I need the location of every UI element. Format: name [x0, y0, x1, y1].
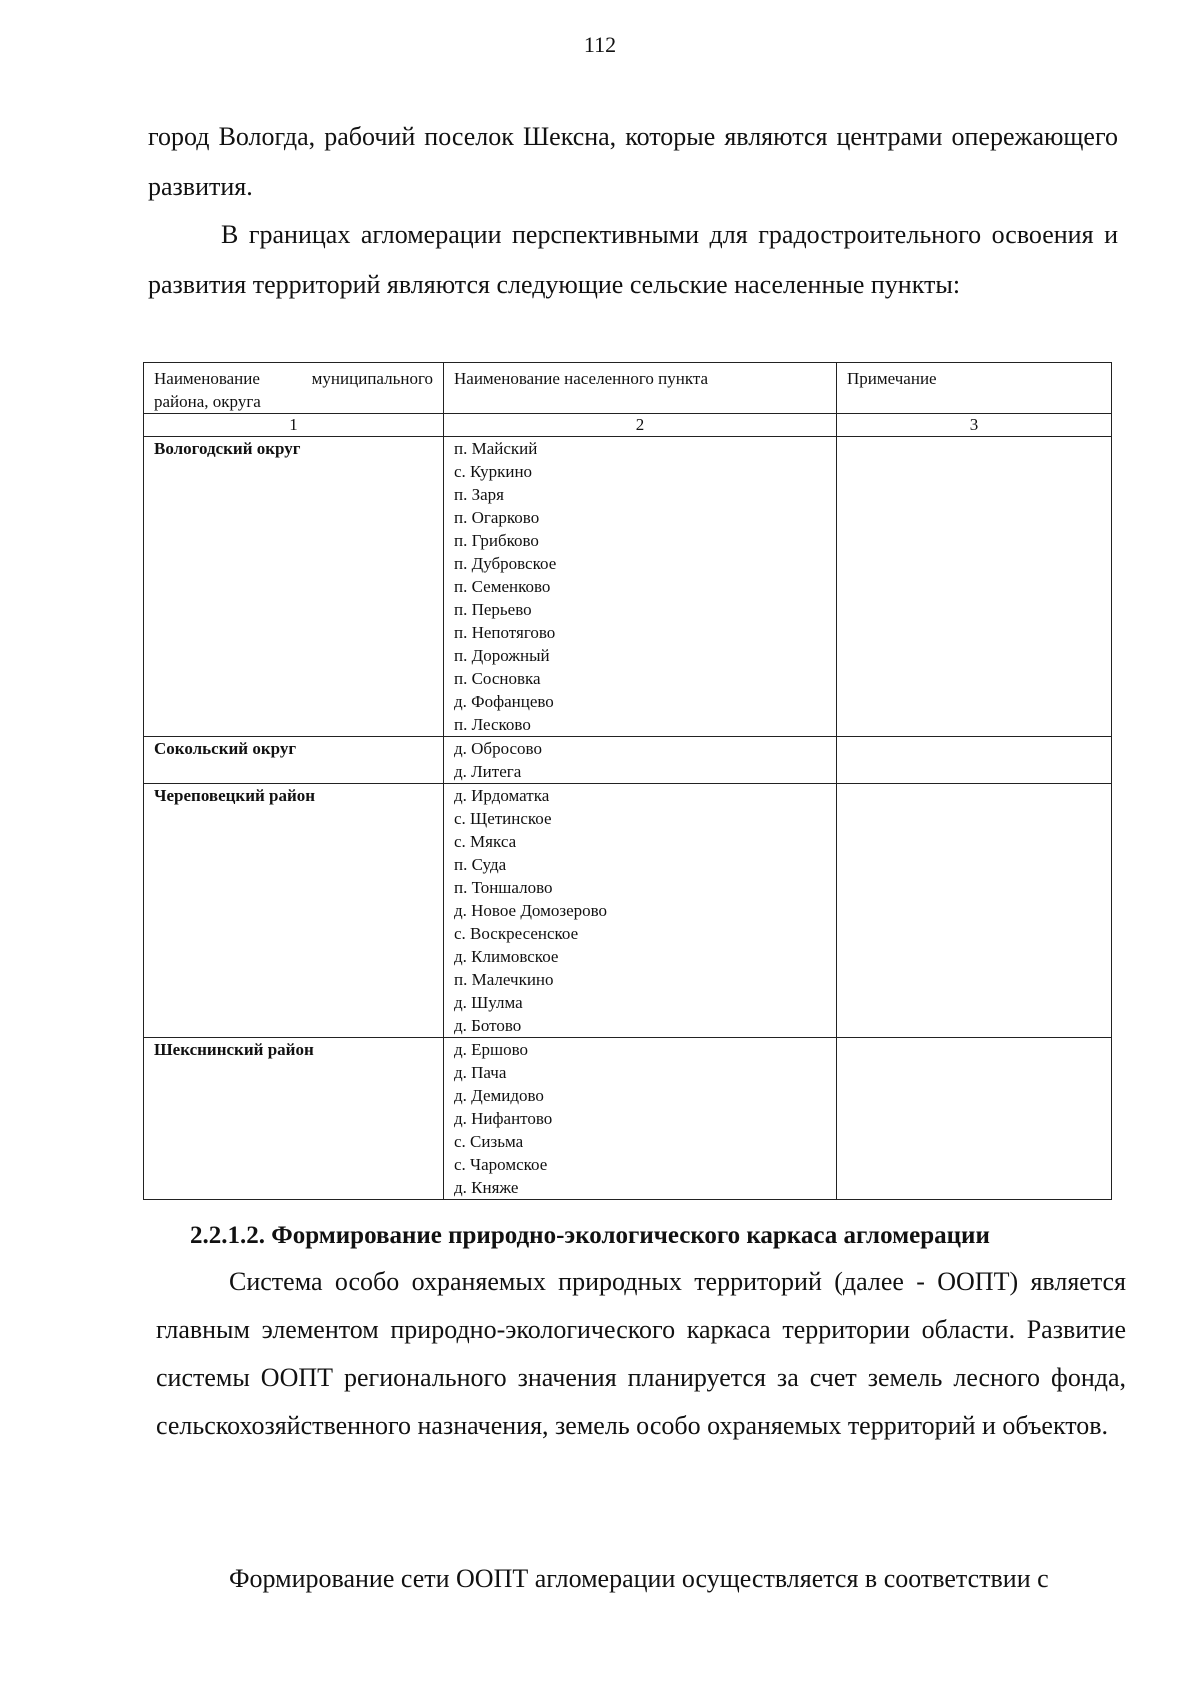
- settlement-name: д. Демидово: [454, 1086, 544, 1105]
- column-number: 2: [444, 414, 837, 437]
- settlement-name: п. Семенково: [454, 577, 551, 596]
- settlement-name: с. Чаромское: [454, 1155, 548, 1174]
- note-cell: [837, 1038, 1112, 1200]
- note-cell: [837, 737, 1112, 784]
- settlement-list: [444, 784, 837, 1038]
- settlement-name: п. Грибково: [454, 531, 539, 550]
- settlement-name: п. Лесково: [454, 715, 531, 734]
- settlement-list: [444, 1038, 837, 1200]
- settlement-name: д. Климовское: [454, 947, 559, 966]
- header-settlement: Наименование населенного пункта: [444, 363, 837, 414]
- table-header-row: [144, 363, 1112, 414]
- settlement-name: д. Шулма: [454, 993, 523, 1012]
- settlement-name: п. Непотягово: [454, 623, 556, 642]
- table-row: [144, 1038, 1112, 1200]
- settlement-name: д. Ботово: [454, 1016, 522, 1035]
- paragraph-intro: город Вологда, рабочий поселок Шексна, которые являются центрами опережающего развития.: [148, 122, 1118, 201]
- settlement-name: п. Майский: [454, 439, 538, 458]
- settlement-name: д. Фофанцево: [454, 692, 554, 711]
- table-row: [144, 784, 1112, 1038]
- table-row: [144, 737, 1112, 784]
- district-name: Шекснинский район: [144, 1038, 444, 1200]
- note-cell: [837, 784, 1112, 1038]
- paragraph-perspective: В границах агломерации перспективными для градостроительного освоения и развития территорий являются следующие сельские населенные пункты:: [148, 220, 1118, 299]
- settlement-name: п. Перьево: [454, 600, 532, 619]
- settlement-name: п. Огарково: [454, 508, 540, 527]
- table-body: [144, 437, 1112, 1200]
- table-row: [144, 437, 1112, 737]
- table-column-numbers: [144, 414, 1112, 437]
- settlement-name: п. Малечкино: [454, 970, 554, 989]
- settlement-name: д. Ершово: [454, 1040, 529, 1059]
- settlement-name: д. Обросово: [454, 739, 542, 758]
- settlement-name: п. Дубровское: [454, 554, 557, 573]
- settlement-name: п. Дорожный: [454, 646, 550, 665]
- settlement-name: с. Сизьма: [454, 1132, 524, 1151]
- district-name: Череповецкий район: [144, 784, 444, 1038]
- note-cell: [837, 437, 1112, 737]
- district-name: Сокольский округ: [144, 737, 444, 784]
- page-number: 112: [583, 32, 617, 57]
- settlement-name: п. Суда: [454, 855, 507, 874]
- header-municipality: Наименование муниципального района, округа: [144, 363, 444, 414]
- settlement-name: д. Нифантово: [454, 1109, 553, 1128]
- settlement-name: п. Тоншалово: [454, 878, 553, 897]
- settlement-name: п. Заря: [454, 485, 504, 504]
- settlements-table: [143, 362, 1112, 1200]
- settlement-name: д. Ирдоматка: [454, 786, 550, 805]
- section-title: 2.2.1.2. Формирование природно-экологического каркаса агломерации: [190, 1222, 990, 1249]
- paragraph-oopt-network: Формирование сети ООПТ агломерации осуществляется в соответствии с: [229, 1564, 1049, 1593]
- district-name: Вологодский округ: [144, 437, 444, 737]
- settlement-name: с. Воскресенское: [454, 924, 579, 943]
- settlement-name: с. Куркино: [454, 462, 533, 481]
- settlement-list: [444, 737, 837, 784]
- settlement-list: [444, 437, 837, 737]
- header-note: Примечание: [837, 363, 1112, 414]
- paragraph-oopt-system: Система особо охраняемых природных территорий (далее - ООПТ) является главным элементом природно-экологического каркаса территории области. Развитие системы ООПТ регионального значения планируется за счет земель лесного фонда, сельскохозяйственного назначения, земель особо охраняемых территорий и объектов.: [156, 1267, 1126, 1440]
- settlement-name: д. Пача: [454, 1063, 507, 1082]
- settlement-name: п. Сосновка: [454, 669, 541, 688]
- settlement-name: с. Щетинское: [454, 809, 552, 828]
- settlement-name: д. Литега: [454, 762, 522, 781]
- settlement-name: д. Новое Домозерово: [454, 901, 608, 920]
- settlement-name: с. Мякса: [454, 832, 517, 851]
- column-number: 3: [837, 414, 1112, 437]
- settlement-name: д. Княже: [454, 1178, 519, 1197]
- column-number: 1: [144, 414, 444, 437]
